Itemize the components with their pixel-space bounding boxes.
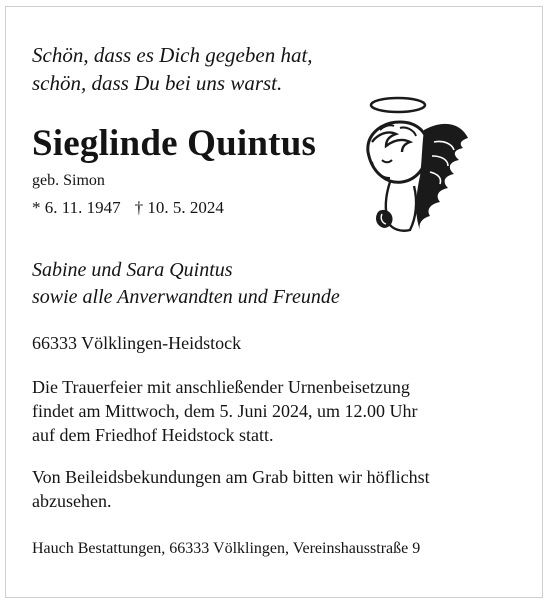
birth-date: * 6. 11. 1947 [32,198,121,217]
ceremony-line-3: auf dem Friedhof Heidstock statt. [32,425,274,445]
memorial-motto [32,41,313,97]
birth-name: geb. Simon [32,172,105,189]
life-dates [32,197,224,219]
funeral-home: Hauch Bestattungen, 66333 Völklingen, Vereinshausstraße 9 [32,540,421,557]
condolence-line-1: Von Beileidsbekundungen am Grab bitten wir höflichst [32,467,430,487]
condolence-note [32,465,430,513]
family-address: 66333 Völklingen-Heidstock [32,333,242,353]
mourners [32,257,340,311]
deceased-name: Sieglinde Quintus [32,123,317,164]
condolence-line-2: abzusehen. [32,491,112,511]
mourners-line-1: Sabine und Sara Quintus [32,259,233,281]
motto-line-2: schön, dass Du bei uns warst. [32,71,283,95]
motto-line-1: Schön, dass es Dich gegeben hat, [32,43,313,67]
angel-icon [336,90,476,245]
death-date: † 10. 5. 2024 [134,198,224,217]
ceremony-line-2: findet am Mittwoch, dem 5. Juni 2024, um 12.00 Uhr [32,401,418,421]
ceremony-line-1: Die Trauerfeier mit anschließender Urnenbeisetzung [32,377,410,397]
ceremony-info [32,375,417,447]
mourners-line-2: sowie alle Anverwandten und Freunde [32,286,340,308]
